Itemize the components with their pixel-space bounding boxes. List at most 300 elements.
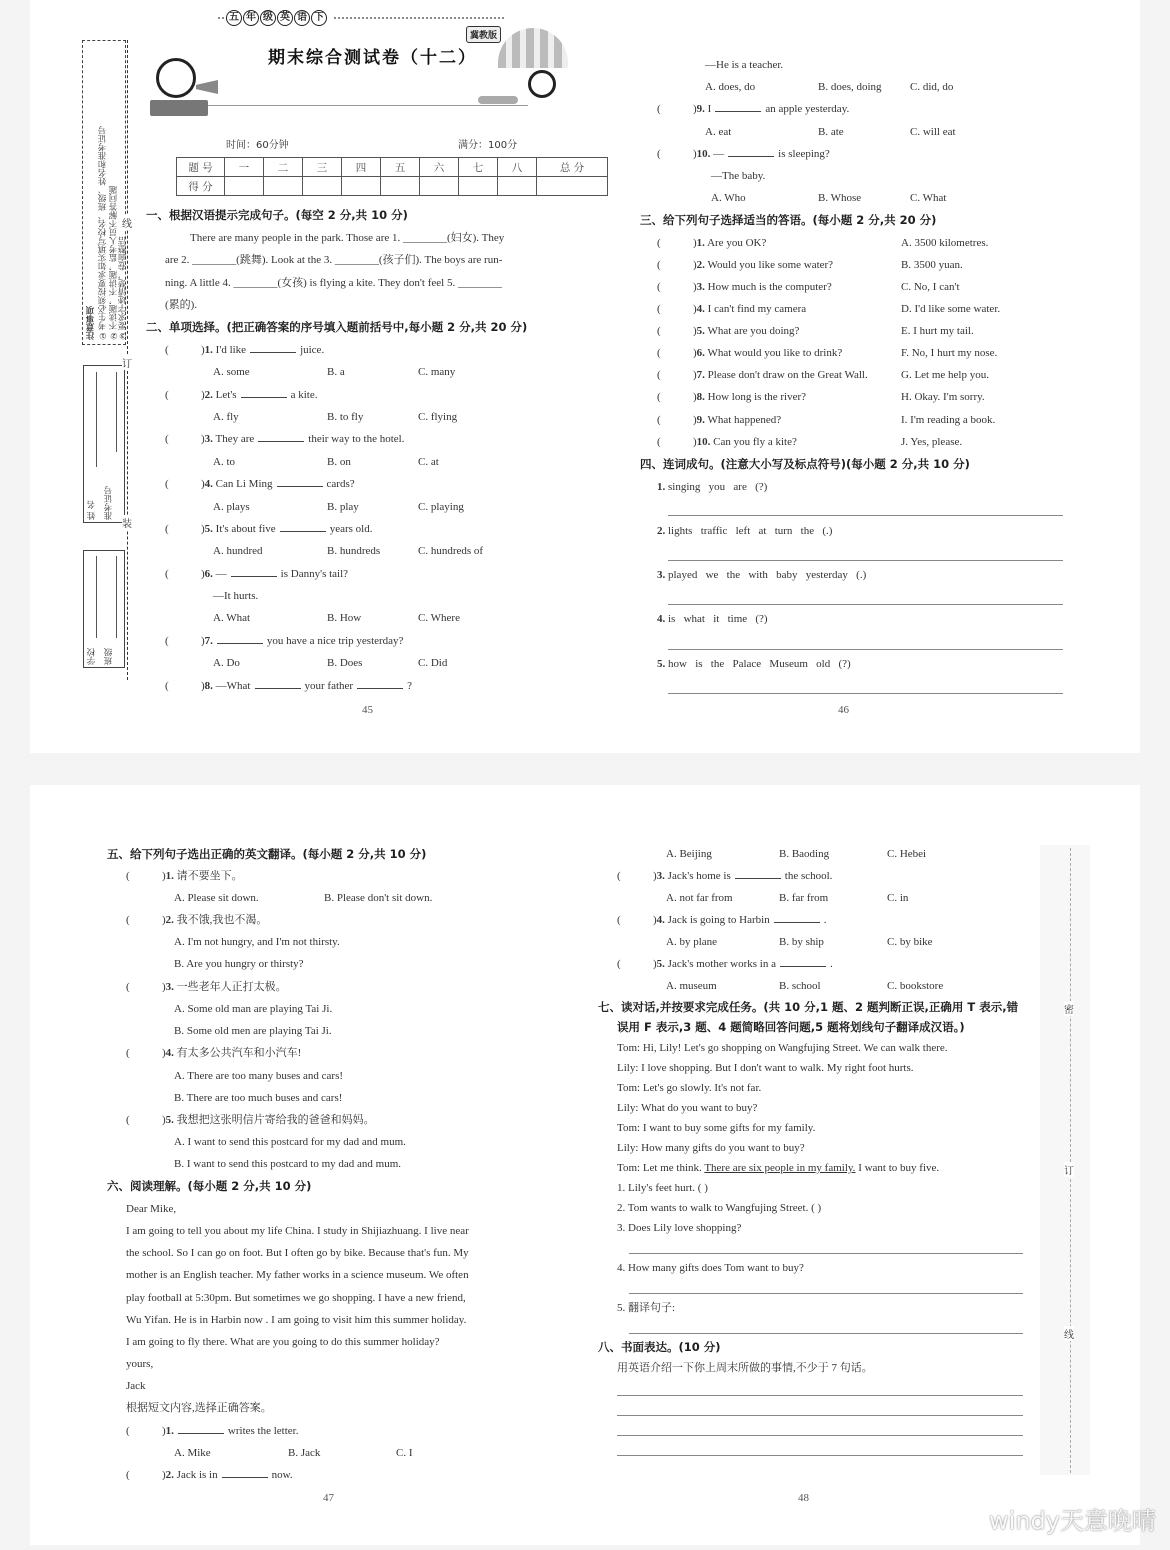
score-col-header: 七 (459, 158, 498, 177)
q-text: years old. (329, 523, 373, 535)
page-number-46: 46 (838, 704, 849, 716)
option-b: B. on (327, 456, 351, 468)
option-c: C. What (910, 192, 947, 204)
section2-heading: 二、单项选择。(把正确答案的序号填入题前括号中,每小题 2 分,共 20 分) (146, 320, 528, 334)
score-col-header: 五 (381, 158, 420, 177)
score-table (176, 157, 608, 196)
answer-line[interactable] (629, 1293, 1023, 1294)
blank[interactable] (222, 1468, 268, 1478)
cn-sentence: 有太多公共汽车和小汽车! (176, 1047, 302, 1059)
answer-line[interactable] (668, 560, 1063, 561)
q-text: Jack's mother works in a (667, 958, 776, 970)
q-text: —What (215, 680, 251, 692)
score-col-header: 二 (264, 158, 303, 177)
q-text: What are you doing? (707, 325, 800, 337)
edition-badge: 冀教版 (466, 26, 501, 43)
q-text: I'd like (215, 344, 247, 356)
option-b: B. a (327, 366, 345, 378)
ticket-field[interactable] (116, 372, 117, 452)
class-field[interactable] (116, 556, 117, 638)
section7-heading: 七、读对话,并按要求完成任务。(共 10 分,1 题、2 题判断正误,正确用 T 表示,错 (598, 1000, 1019, 1014)
blank[interactable] (780, 957, 826, 967)
notes-label: 注意事项 (86, 306, 96, 340)
writing-line[interactable] (617, 1435, 1023, 1436)
q-num: 8. (696, 391, 705, 403)
q-num: 4. (657, 613, 666, 625)
option-a: A. does, do (705, 81, 756, 93)
q-num: 3. (165, 981, 174, 993)
letter-line: the school. So I can go on foot. But I often go by bike. Because that's fun. My (126, 1247, 469, 1259)
q-num: 2. (204, 389, 213, 401)
option-c: C. Did (418, 657, 448, 669)
q-num: 9. (696, 414, 705, 426)
answer-bracket[interactable]: ( (657, 237, 661, 249)
blank[interactable] (774, 913, 820, 923)
reorder-item (657, 480, 767, 494)
reorder-item (657, 568, 866, 582)
answer-bracket[interactable]: ( (657, 325, 661, 337)
q-text: is Danny's tail? (280, 568, 349, 580)
q-text: How much is the computer? (707, 281, 832, 293)
answer-line[interactable] (629, 1333, 1023, 1334)
letter-signature: Jack (126, 1380, 146, 1392)
q-num: 4. (165, 1047, 174, 1059)
q-num: 7. (204, 635, 213, 647)
q-num: 10. (696, 148, 711, 160)
q8-reply: —He is a teacher. (705, 59, 784, 71)
answer-bracket[interactable]: ( (657, 347, 661, 359)
answer-bracket[interactable]: ( (165, 389, 169, 401)
section1-line: are 2. ________(跳舞). Look at the 3. ________(孩子们). The boys are run- (165, 254, 503, 266)
score-cell[interactable] (459, 177, 498, 196)
page-number-47: 47 (323, 1492, 334, 1504)
answer-bracket[interactable]: ( (126, 981, 130, 993)
blank[interactable] (357, 679, 403, 689)
q-text: your father (304, 680, 354, 692)
answer-bracket[interactable]: ( (657, 148, 661, 160)
school-field[interactable] (96, 556, 97, 638)
option-c: C. bookstore (887, 980, 944, 992)
blank[interactable] (258, 432, 304, 442)
letter-line: play football at 5:30pm. But sometimes we go shopping. I have a new friend, (126, 1292, 466, 1304)
grade-char: 下 (311, 10, 327, 26)
score-cell[interactable] (303, 177, 342, 196)
answer-bracket[interactable]: ( (165, 635, 169, 647)
q-num: 8. (204, 680, 213, 692)
answer-bracket[interactable]: ( (165, 478, 169, 490)
option-b: B. Jack (288, 1447, 321, 1459)
exam-full-score: 满分：100分 (458, 140, 518, 151)
q-num: 6. (696, 347, 705, 359)
watermark: windy天意晚晴 (989, 1507, 1156, 1535)
cn-sentence: 请不要坐下。 (176, 870, 243, 882)
option-c: C. at (418, 456, 439, 468)
section1-line: (累的). (165, 299, 198, 311)
task-2[interactable]: 2. Tom wants to walk to Wangfujing Street. ( ) (617, 1202, 822, 1214)
mascot-parachute-icon (528, 70, 556, 98)
option-a: A. Mike (174, 1447, 211, 1459)
answer-option: C. No, I can't (901, 281, 960, 293)
answer-option: I. I'm reading a book. (901, 414, 996, 426)
section5-heading: 五、给下列句子选出正确的英文翻译。(每小题 2 分,共 10 分) (107, 847, 427, 861)
answer-bracket[interactable]: ( (657, 281, 661, 293)
q-text: writes the letter. (227, 1425, 299, 1437)
q-num: 7. (696, 369, 705, 381)
option-b: B. Whose (818, 192, 862, 204)
option-b: B. There are too much buses and cars! (174, 1092, 343, 1104)
dialogue-text: Tom: Let me think. (617, 1162, 705, 1174)
letter-line: mother is an English teacher. My father works in a science museum. We often (126, 1269, 469, 1281)
option-a: A. What (213, 612, 251, 624)
q-num: 4. (656, 914, 665, 926)
q-num: 1. (204, 344, 213, 356)
q-num: 10. (696, 436, 711, 448)
answer-option: G. Let me help you. (901, 369, 989, 381)
section3-heading: 三、给下列句子选择适当的答语。(每小题 2 分,共 20 分) (640, 213, 937, 227)
option-c: C. will eat (910, 126, 956, 138)
option-b: B. ate (818, 126, 844, 138)
q-num: 1. (165, 1425, 174, 1437)
note-2: ②不读题，不讲题，监考人员不解答问题 (109, 185, 119, 340)
exam-time: 时间：60分钟 (226, 140, 289, 151)
blank[interactable] (231, 567, 277, 577)
option-c: C. in (887, 892, 909, 904)
option-b: B. Some old men are playing Tai Ji. (174, 1025, 332, 1037)
option-b: B. hundreds (327, 545, 381, 557)
q-text: I can't find my camera (707, 303, 807, 315)
q-text: juice. (300, 344, 325, 356)
q-text: Jack's home is (667, 870, 731, 882)
q-num: 3. (204, 433, 213, 445)
q-text: cards? (326, 478, 355, 490)
q-num: 9. (696, 103, 705, 115)
score-cell[interactable] (537, 177, 608, 196)
letter-line: Wu Yifan. He is in Harbin now . I am going to visit him this summer holiday. (126, 1314, 467, 1326)
q-text: Please don't draw on the Great Wall. (707, 369, 868, 381)
answer-bracket[interactable]: ( (165, 344, 169, 356)
answer-bracket[interactable]: ( (165, 433, 169, 445)
answer-option: J. Yes, please. (901, 436, 963, 448)
q-text: now. (271, 1469, 293, 1481)
binding-mark-line: 线 (122, 215, 132, 230)
q-text: Are you OK? (707, 237, 767, 249)
reading-instruction: 根据短文内容,选择正确答案。 (126, 1402, 272, 1414)
q-text: How long is the river? (707, 391, 807, 403)
option-a: A. plays (213, 501, 250, 513)
page-number-45: 45 (362, 704, 373, 716)
task-4: 4. How many gifts does Tom want to buy? (617, 1262, 804, 1274)
section1-line: There are many people in the park. Those are 1. ________(妇女). They (190, 232, 505, 244)
option-a: A. There are too many buses and cars! (174, 1070, 344, 1082)
book-illustration (150, 100, 208, 116)
answer-line[interactable] (668, 693, 1063, 694)
cn-sentence: 我想把这张明信片寄给我的爸爸和妈妈。 (176, 1114, 375, 1126)
option-c: C. hundreds of (418, 545, 484, 557)
note-1: ①考生必须按要求如实填写校名、班级、姓名和准考证号 (98, 126, 108, 340)
q-text: an apple yesterday. (765, 103, 850, 115)
name-label: 姓 名 (87, 500, 97, 520)
word-list: how is the Palace Museum old (?) (668, 658, 851, 670)
q-text: a kite. (290, 389, 318, 401)
section6-heading: 六、阅读理解。(每小题 2 分,共 10 分) (107, 1179, 312, 1193)
answer-line[interactable] (629, 1253, 1023, 1254)
answer-bracket[interactable]: ( (126, 870, 130, 882)
q-num: 2. (165, 1469, 174, 1481)
parachute-icon (498, 28, 568, 68)
writing-line[interactable] (617, 1415, 1023, 1416)
score-row-label: 得 分 (177, 177, 225, 196)
writing-prompt: 用英语介绍一下你上周末所做的事情,不少于 7 句话。 (617, 1362, 873, 1374)
q-text: their way to the hotel. (308, 433, 405, 445)
answer-option: A. 3500 kilometres. (901, 237, 989, 249)
option-b: B. by ship (779, 936, 824, 948)
answer-bracket[interactable]: ( (165, 568, 169, 580)
score-col-header: 八 (498, 158, 537, 177)
answer-bracket[interactable]: ( (657, 414, 661, 426)
blank[interactable] (241, 388, 287, 398)
underlined-sentence: There are six people in my family. (704, 1162, 856, 1174)
exam-title: 期末综合测试卷（十二） (268, 48, 477, 68)
blank[interactable] (728, 147, 774, 157)
q-num: 4. (696, 303, 705, 315)
task-5: 5. 翻译句子: (617, 1302, 676, 1314)
writing-line[interactable] (617, 1395, 1023, 1396)
section1-heading: 一、根据汉语提示完成句子。(每空 2 分,共 10 分) (146, 208, 408, 222)
option-a: A. Some old man are playing Tai Ji. (174, 1003, 333, 1015)
answer-bracket[interactable]: ( (617, 958, 621, 970)
answer-bracket[interactable]: ( (657, 391, 661, 403)
q-text: ? (407, 680, 412, 692)
cn-sentence: 我不饿,我也不渴。 (176, 914, 268, 926)
q-text: Would you like some water? (707, 259, 834, 271)
option-b: B. Please don't sit down. (324, 892, 433, 904)
q-text: Can you fly a kite? (713, 436, 797, 448)
answer-bracket[interactable]: ( (657, 303, 661, 315)
spread-pages-47-48: 五、给下列句子选出正确的英文翻译。(每小题 2 分,共 10 分) ( )1. 请不要坐下。 A. Please sit down. B. Please don't sit down. ( )2. 我不饿,我也不渴。 A. I'm not hungry, and I'm not thirsty. B. Are you hungry or thirsty? ( )3. 一些老年人正打太极。 A. Some old man are playing Tai Ji. B. Some old men are playing Tai Ji. ( )4. 有太多公共汽车和小汽车! A. There are too many buses and cars! B. There are too much buses and cars! ( )5. 我想把这张明信片寄给我的爸爸和妈妈。 A. I want to send this postcard for my dad and mum. B. I want to send this postcard to my dad and mum. 六、阅读理解。(每小题 2 分,共 10 分) Dear Mike, I am going to tell you about my life China. I study in Shijiazhuang. I live near the school. So I can go on foot. But I often go by bike. Because that's fun. My mother is an English teacher. My father works in a science museum. We often play football at 5:30pm. But sometimes we go shopping. I have a new friend, Wu Yifan. He is in Harbin now . I am going to visit him this summer holiday. I am going to fly there. What are you going to do this summer holiday? yours, Jack 根据短文内容,选择正确答案。 ( )1. writes the letter. A. Mike B. Jack C. I ( )2. Jack is in now. 47 A. Beijing B. Baoding C. Hebei ( )3. Jack's home is the school. A. not far from B. far from C. in ( )4. Jack is going to Harbin . A. by plane B. by ship C. by bike ( )5. Jack's mother works in a . A. museum B. school C. bookstore 七、读对话,并按要求完成任务。(共 10 分,1 题、2 题判断正误,正确用 T 表示,错 误用 F 表示,3 题、4 题简略回答问题,5 题将划线句子翻译成汉语。) Tom: Hi, Lily! Let's go shopping on Wangfujing Street. We can walk there. Lily: I love shopping. But I don't want to walk. My right foot hurts. Tom: Let's go slowly. It's not far. Lily: What do you want to buy? Tom: I want to buy some gifts for my family. Lily: How many gifts do you want to buy? Tom: Let me think. There are six people in my family. I want to buy five. 1. Lily's feet hurt. ( ) 2. Tom wants to walk to Wangfujing Street. ( ) 3. Does Lily love shopping? 4. How many gifts does Tom want to buy? 5. 翻译句子: 八、书面表达。(10 分) 用英语介绍一下你上周末所做的事情,不少于 7 句话。 48 密 订 线 (30, 785, 1140, 1545)
q-reply: —It hurts. (213, 590, 259, 602)
score-cell[interactable] (225, 177, 264, 196)
answer-bracket[interactable]: ( (165, 680, 169, 692)
section4-heading: 四、连词成句。(注意大小写及标点符号)(每小题 2 分,共 10 分) (640, 457, 970, 471)
option-b: B. does, doing (818, 81, 882, 93)
q-text: It's about five (215, 523, 276, 535)
q-text: What would you like to drink? (707, 347, 843, 359)
q-num: 2. (657, 525, 666, 537)
spread-pages-45-46: 注意事项 ①考生必须按要求如实填写校名、班级、姓名和准考证号 ②不读题，不讲题，监考人员不解答问题 ③要求字迹清楚，卷面整洁 线 姓 名 准考证号 订 装 学校 班级 五 年 级 英 语 下 冀教版 期末综合测试卷（十二） 时间：60分钟 满分：100分 题 号 一 二 三 四 五 六 七 八 总 分 得 分 一、根据汉语提示完成句子。(每空 2 分,共 10 分) There are many people in the park. Those are 1. ________(妇女). They are 2. ________(跳舞). Look at the 3. ________(孩子们). The boys are run- ning. A little 4. ________(女孩) is flying a kite. They don't feel 5. ________ (累的). 二、单项选择。(把正确答案的序号填入题前括号中,每小题 2 分,共 20 分) ( )1. I'd like juice. A. some B. a C. many ( )2. Let's a kite. A. fly B. to fly C. flying ( )3. They are their way to the hotel. A. to B. on C. at ( )4. Can Li Ming cards? A. plays B. play C. playing ( )5. It's about five years old. A. hundred B. hundreds C. hundreds of ( )6. — is Danny's tail? —It hurts. A. What B. How C. Where ( )7. you have a nice trip yesterday? A. Do B. Does C. Did ( )8. —What your father ? 45 —He is a teacher. A. does, do B. does, doing C. did, do ( )9. I an apple yesterday. A. eat B. ate C. will eat ( )10. — is sleeping? —The baby. A. Who B. Whose C. What 三、给下列句子选择适当的答语。(每小题 2 分,共 20 分) ( )1. Are you OK? ( )2. Would you like some water? ( )3. How much is the computer? ( )4. I can't find my camera ( )5. What are you doing? ( )6. What would you like to drink? ( )7. Please don't draw on the Great Wall. ( )8. How long is the river? ( )9. What happened? ( )10. Can you fly a kite? A. 3500 kilometres. B. 3500 yuan. C. No, I can't D. I'd like some water. E. I hurt my tail. F. No, I hurt my nose. G. Let me help you. H. Okay. I'm sorry. I. I'm reading a book. J. Yes, please. 四、连词成句。(注意大小写及标点符号)(每小题 2 分,共 10 分) 1. singing you are (?) 2. lights traffic left at turn the (.) 3. played we the with baby yesterday (.) 4. is what it time (?) 5. how is the Palace Museum old (?) 46 (30, 0, 1140, 753)
answer-bracket[interactable]: ( (126, 1114, 130, 1126)
grade-subject-label (226, 10, 327, 26)
option-a: A. to (213, 456, 235, 468)
option-b: B. far from (779, 892, 829, 904)
option-b: B. Does (327, 657, 363, 669)
q-text: Jack is going to Harbin (667, 914, 770, 926)
option-b: B. school (779, 980, 821, 992)
word-list: lights traffic left at turn the (.) (668, 525, 833, 537)
word-list: is what it time (?) (668, 613, 768, 625)
answer-line[interactable] (668, 515, 1063, 516)
answer-bracket[interactable]: ( (617, 914, 621, 926)
blank[interactable] (280, 522, 326, 532)
option-a: A. I want to send this postcard for my dad and mum. (174, 1136, 406, 1148)
option-b: B. play (327, 501, 359, 513)
q-num: 2. (696, 259, 705, 271)
writing-line[interactable] (617, 1455, 1023, 1456)
q-text: Can Li Ming (215, 478, 273, 490)
score-col-header: 三 (303, 158, 342, 177)
binding-mark-seal: 密 (1064, 1001, 1074, 1016)
answer-bracket[interactable]: ( (126, 1425, 130, 1437)
binding-mark-bind: 订 (122, 355, 132, 370)
cloud-icon (478, 96, 518, 104)
q-text: I (707, 103, 712, 115)
binding-dashed-line (1070, 848, 1071, 1473)
option-c: C. I (396, 1447, 413, 1459)
q-num: 3. (657, 569, 666, 581)
score-cell[interactable] (342, 177, 381, 196)
section7-heading-cont: 误用 F 表示,3 题、4 题简略回答问题,5 题将划线句子翻译成汉语。) (617, 1020, 965, 1034)
q-text: is sleeping? (778, 148, 830, 160)
option-a: A. eat (705, 126, 732, 138)
option-a: A. Beijing (666, 848, 712, 860)
option-a: A. Please sit down. (174, 892, 259, 904)
option-a: A. Do (213, 657, 240, 669)
answer-option: B. 3500 yuan. (901, 259, 963, 271)
q-num: 5. (165, 1114, 174, 1126)
grade-char: 语 (294, 10, 310, 26)
answer-line[interactable] (668, 604, 1063, 605)
answer-bracket[interactable]: ( (165, 523, 169, 535)
note-3: ③要求字迹清楚，卷面整洁 (118, 236, 128, 340)
option-b: B. to fly (327, 411, 364, 423)
task-1[interactable]: 1. Lily's feet hurt. ( ) (617, 1182, 708, 1194)
option-c: C. by bike (887, 936, 933, 948)
binding-mark-line: 线 (1064, 1326, 1074, 1341)
q-num: 5. (204, 523, 213, 535)
answer-bracket[interactable]: ( (657, 436, 661, 448)
score-col-header: 四 (342, 158, 381, 177)
q-num: 5. (657, 658, 666, 670)
answer-line[interactable] (668, 649, 1063, 650)
ticket-label: 准考证号 (104, 486, 114, 520)
answer-bracket[interactable]: ( (657, 259, 661, 271)
megaphone-icon (196, 80, 218, 94)
dialogue-line: Tom: Let's go slowly. It's not far. (617, 1082, 762, 1094)
score-col-header: 六 (420, 158, 459, 177)
dotted-rule (334, 17, 504, 19)
option-b: B. Are you hungry or thirsty? (174, 958, 304, 970)
q-num: 3. (656, 870, 665, 882)
page-number-48: 48 (798, 1492, 809, 1504)
binding-mark-mount: 装 (122, 515, 132, 530)
option-a: A. by plane (666, 936, 718, 948)
dialogue-line: Lily: How many gifts do you want to buy? (617, 1142, 805, 1154)
binding-mark-bind: 订 (1064, 1162, 1074, 1177)
q-num: 3. (696, 281, 705, 293)
banner-rule (208, 105, 528, 106)
blank[interactable] (735, 869, 781, 879)
answer-bracket[interactable]: ( (126, 914, 130, 926)
q-text: — (215, 568, 227, 580)
answer-option: F. No, I hurt my nose. (901, 347, 998, 359)
option-a: A. museum (666, 980, 717, 992)
option-a: A. not far from (666, 892, 733, 904)
dialogue-text: I want to buy five. (855, 1162, 940, 1174)
grade-char: 级 (260, 10, 276, 26)
grade-char: 五 (226, 10, 242, 26)
answer-bracket[interactable]: ( (617, 870, 621, 882)
option-b: B. Baoding (779, 848, 830, 860)
option-c: C. Where (418, 612, 460, 624)
score-cell[interactable] (420, 177, 459, 196)
q-text: What happened? (707, 414, 782, 426)
letter-line: I am going to fly there. What are you going to do this summer holiday? (126, 1336, 440, 1348)
option-c: C. flying (418, 411, 458, 423)
option-b: B. I want to send this postcard to my dad and mum. (174, 1158, 401, 1170)
reorder-item (657, 612, 768, 626)
option-b: B. How (327, 612, 362, 624)
answer-bracket[interactable]: ( (657, 369, 661, 381)
option-a: A. fly (213, 411, 239, 423)
binding-strip-right (1040, 845, 1090, 1475)
q-num: 1. (657, 481, 666, 493)
q-text: you have a nice trip yesterday? (266, 635, 404, 647)
score-cell[interactable] (381, 177, 420, 196)
answer-bracket[interactable]: ( (126, 1469, 130, 1481)
answer-option: H. Okay. I'm sorry. (901, 391, 985, 403)
name-field[interactable] (96, 372, 97, 467)
score-table-header (177, 158, 608, 177)
option-c: C. Hebei (887, 848, 927, 860)
blank[interactable] (255, 679, 301, 689)
q-num: 6. (204, 568, 213, 580)
score-cell[interactable] (264, 177, 303, 196)
q-num: 1. (165, 870, 174, 882)
answer-bracket[interactable]: ( (126, 1047, 130, 1059)
blank[interactable] (178, 1424, 224, 1434)
q-text: . (829, 958, 833, 970)
score-col-header: 题 号 (177, 158, 225, 177)
score-table-row (177, 177, 608, 196)
q-num: 1. (696, 237, 705, 249)
blank[interactable] (250, 343, 296, 353)
q-text: the school. (784, 870, 833, 882)
reorder-item (657, 657, 851, 671)
grade-char: 英 (277, 10, 293, 26)
blank[interactable] (715, 102, 761, 112)
blank[interactable] (217, 634, 263, 644)
school-label: 学校 (87, 648, 97, 665)
option-c: C. playing (418, 501, 464, 513)
option-a: A. Who (711, 192, 746, 204)
dialogue-line: Tom: Hi, Lily! Let's go shopping on Wangfujing Street. We can walk there. (617, 1042, 948, 1054)
word-list: played we the with baby yesterday (.) (668, 569, 867, 581)
option-a: A. some (213, 366, 250, 378)
q-num: 2. (165, 914, 174, 926)
section1-line: ning. A little 4. ________(女孩) is flying a kite. They don't feel 5. ________ (165, 277, 502, 289)
score-cell[interactable] (498, 177, 537, 196)
q-text: Jack is in (176, 1469, 218, 1481)
q-text: — (713, 148, 725, 160)
dialogue-line-last (617, 1161, 939, 1175)
q-num: 4. (204, 478, 213, 490)
mascot-megaphone-icon (156, 58, 196, 98)
q-text: They are (215, 433, 255, 445)
q-num: 5. (656, 958, 665, 970)
answer-bracket[interactable]: ( (657, 103, 661, 115)
word-list: singing you are (?) (668, 481, 768, 493)
section8-heading: 八、书面表达。(10 分) (598, 1340, 721, 1354)
blank[interactable] (277, 477, 323, 487)
